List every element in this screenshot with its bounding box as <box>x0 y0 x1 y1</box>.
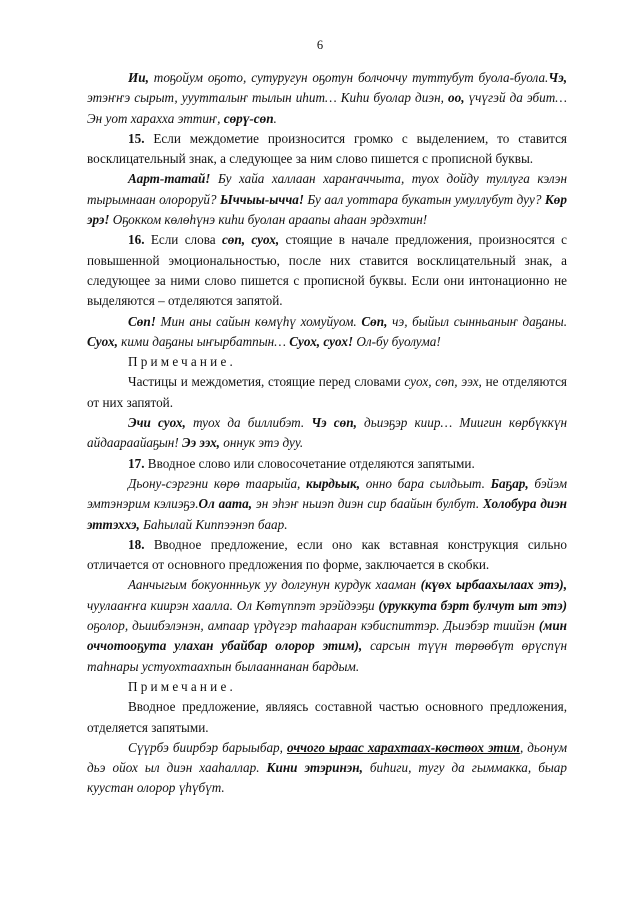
bold-text: Ии, <box>128 70 149 85</box>
example-paragraph <box>87 575 567 676</box>
text-run: онно бара сылдьыт. <box>360 475 491 491</box>
rule-paragraph <box>87 230 567 311</box>
text-run: Примечание. <box>128 354 236 370</box>
text-run: Мин аны сайын көмүһү хомуйуом. <box>155 313 362 329</box>
text-run: суох, сөп, ээх, <box>404 374 482 390</box>
example-paragraph <box>87 169 567 230</box>
text-run: кими даҕаны ыҥырбатпын… <box>117 333 290 349</box>
text-run: Примечание. <box>128 678 236 694</box>
text-run: стоящие в начале предложения, произносятся с повышенной эмоциональностью, после них ставится восклицательный знак, а следующее за ними слово пишется с прописной буквы. Если они интонационно не выделяются – отделяются запятой. <box>87 232 567 309</box>
text-run: Дьону-сэргэни көрө таарыйа, <box>128 475 307 491</box>
text-run: Бу аал уоттара букатын умуллубут дуу? <box>304 191 545 207</box>
bold-text: Көр эрэ! <box>87 191 567 228</box>
bold-text: 16. <box>128 232 145 248</box>
bold-text: сөрү-сөп <box>223 110 274 126</box>
page-number: 6 <box>316 38 324 52</box>
text-run: , дьонум дьэ ойох ыл диэн хааһаллар. <box>87 739 567 776</box>
example-paragraph <box>87 413 567 454</box>
text-run: сарсын түүн төрөөбүт өрүспүн таһнары устуохтаахпын былааннанан бардым. <box>87 638 568 674</box>
bold-text: оо, <box>448 90 465 106</box>
text-run: Сүүрбэ биирбэр барыыбар, <box>128 739 287 755</box>
bold-text: Сөп, <box>361 313 388 329</box>
text-run: туох да биллибэт. <box>185 415 312 431</box>
rule-paragraph <box>87 535 567 576</box>
text-run: этэҥҥэ сырыт, ууутталыҥ тылын иһит… Киһи буолар диэн, <box>87 90 448 106</box>
text-run: үчүгэй да эбит… Эн уот харахха эттиҥ, <box>87 90 567 126</box>
text-run: Вводное предложение, если оно как вставная конструкция сильно отличается от основного предложения по форме, заключается в скобки. <box>87 536 567 573</box>
bold-text: кырдьык, <box>306 475 360 491</box>
page-content <box>87 68 567 799</box>
text-run: Ол-бу буолума! <box>353 333 441 349</box>
text-run: Если междометие произносится громко с выделением, то ставится восклицательный знак, а следующее за ним слово пишется с прописной буквы. <box>87 130 567 167</box>
text-run: Вводное слово или словосочетание отделяются запятыми. <box>144 455 475 471</box>
text-run: . <box>273 110 277 126</box>
bold-text: Ыччыы-ычча! <box>219 191 304 207</box>
text-run: не отделяются от них запятой. <box>87 374 567 410</box>
text-run: Вводное предложение, являясь составной частью основного предложения, отделяется запятыми. <box>87 699 567 735</box>
bold-text: Сөп! <box>128 313 156 329</box>
bold-text: (күөх ырбаахылаах этэ), <box>420 577 567 593</box>
bold-text: 17. <box>128 455 145 471</box>
text-run: тоҕойум оҕото, сутуругун оҕотун болчоччу туттубут буола-буола. <box>148 70 549 85</box>
bold-text: Ол аата, <box>198 496 253 512</box>
bold-text: (уруккута бэрт булчут ыт этэ) <box>378 597 567 613</box>
text-run: биһиги, тугу да гыммакка, быар куустан олорор үһүбүт. <box>87 760 567 796</box>
text-run: чэ, быйыл сынньаныҥ даҕаны. <box>387 313 567 329</box>
text-run: дьиэҕэр киир… Миигин көрбүккүн айдаараайаҕын! <box>87 415 567 451</box>
bold-text: сөп, суох, <box>221 232 280 248</box>
text-run: Баһылай Киппээнэп баар. <box>139 516 288 532</box>
text-run: Если слова <box>144 232 222 248</box>
rule-paragraph <box>87 372 567 413</box>
bold-text: Холобура диэн эттэххэ, <box>87 496 567 532</box>
note-heading <box>87 677 567 697</box>
text-run: Аанчыгым бокуоннньук уу долгунун курдук хааман <box>128 577 421 593</box>
bold-text: (мин оччотооҕута улахан убайбар олорор этим), <box>87 618 567 654</box>
bold-text: 15. <box>128 130 145 146</box>
bold-text: Аарт-татай! <box>128 171 211 187</box>
bold-text: Чэ, <box>548 70 567 85</box>
bold-text: Чэ сөп, <box>311 415 357 431</box>
text-run: бэйэм эмтэнэрим кэлиэҕэ. <box>87 475 567 512</box>
example-paragraph <box>87 312 567 353</box>
text-run: эн эһэҥ ньиэп диэн сир баайын булбут. <box>252 496 484 512</box>
example-paragraph <box>87 68 567 129</box>
bold-text: Кини этэринэн, <box>266 760 363 776</box>
text-run: оннук этэ дуу. <box>219 435 304 451</box>
text-run: чуулааҥҥа киирэн хаалла. Ол Көтүппэт эрэйдээҕи <box>87 597 379 613</box>
example-paragraph <box>87 474 567 535</box>
bold-text: Суох, <box>87 333 118 349</box>
note-heading <box>87 352 567 372</box>
text-run: Бу хайа халлаан хараҥаччыта, туох дойду туллуга кэлэн тырымнаан олороруй? <box>87 171 567 207</box>
rule-paragraph <box>87 697 567 738</box>
text-run: Оҕокком көлөһүнэ киһи буолан араапы аһаан эрдэхтин! <box>109 212 428 228</box>
text-run: Частицы и междометия, стоящие перед словами <box>128 374 405 390</box>
text-run: оҕолор, дьиибэлэнэн, ампаар үрдүгэр таһааран кэбиспиттэр. Дьиэбэр тиийэн <box>87 618 539 634</box>
example-paragraph <box>87 738 567 799</box>
rule-paragraph <box>87 454 567 474</box>
bold-text: 18. <box>128 536 145 552</box>
bold-text: оччого ыраас харахтаах-көстөох этим <box>286 739 520 755</box>
bold-text: Баҕар, <box>490 475 529 491</box>
rule-paragraph <box>87 129 567 170</box>
bold-text: Ээ ээх, <box>182 435 220 451</box>
bold-text: Эчи суох, <box>128 415 186 431</box>
bold-text: Суох, суох! <box>289 333 354 349</box>
